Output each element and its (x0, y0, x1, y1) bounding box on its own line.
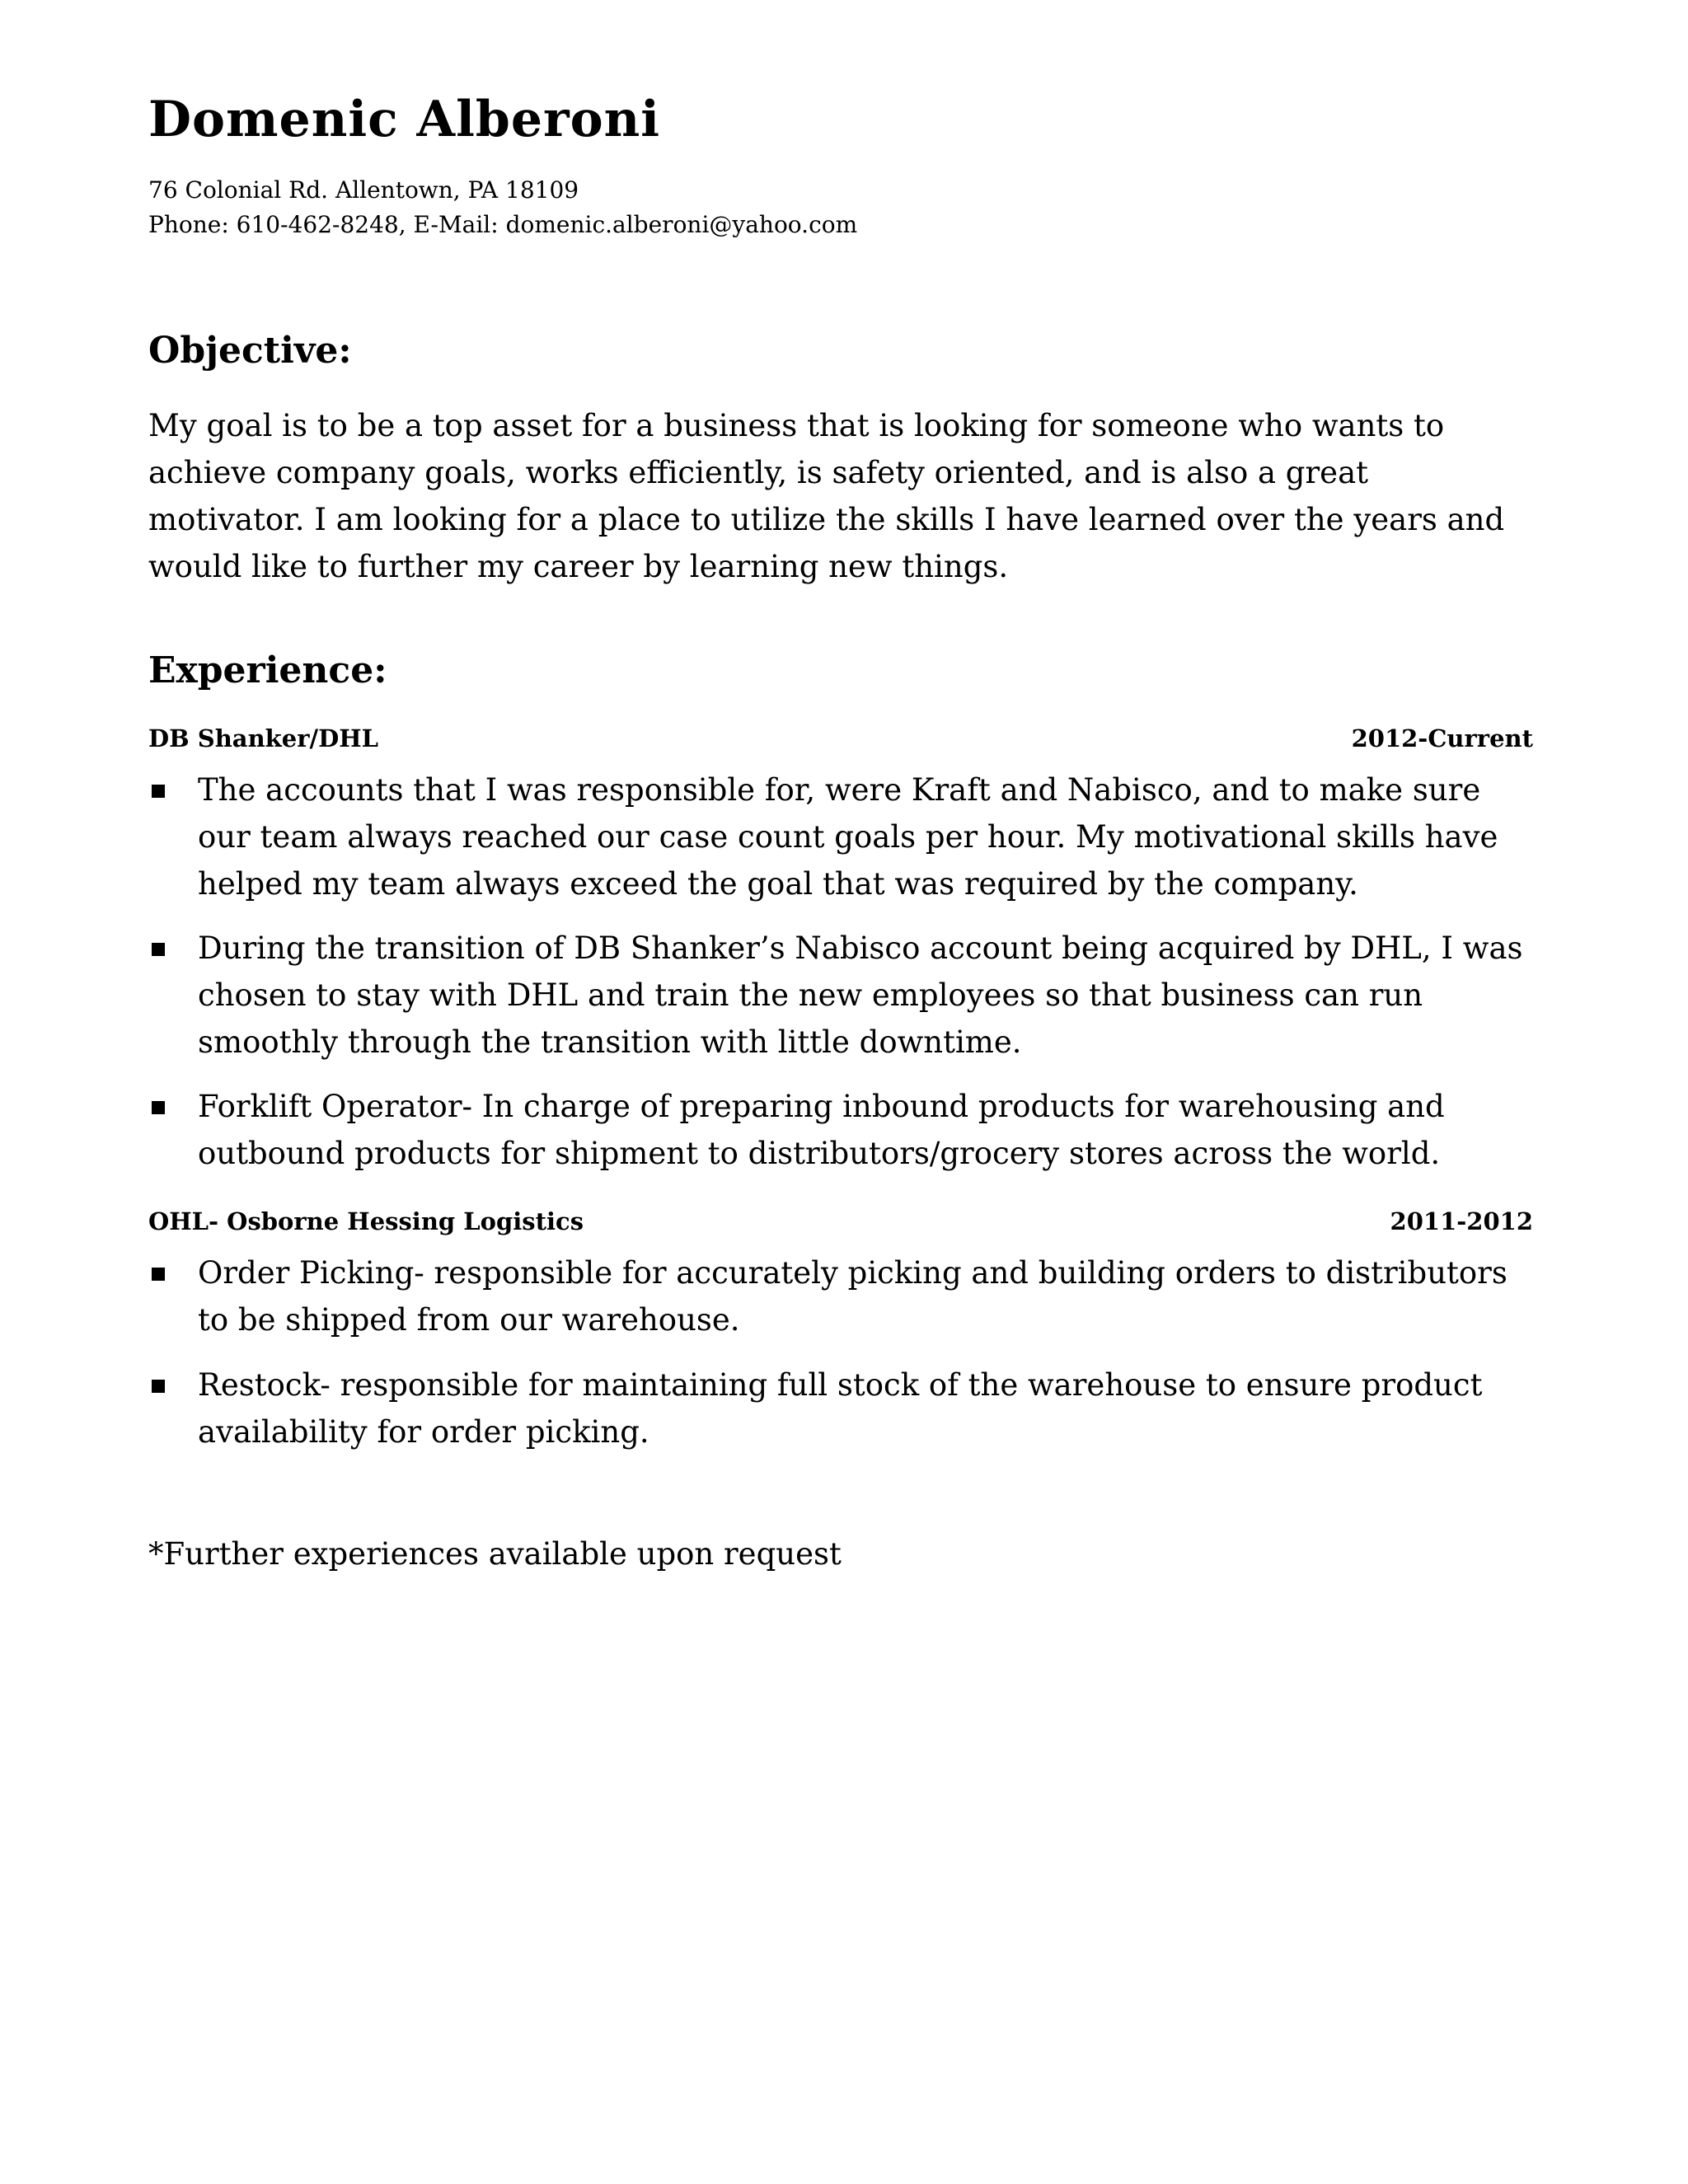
job-bullet (148, 1249, 1541, 1343)
square-bullet-icon (152, 1101, 165, 1114)
square-bullet-icon (152, 1380, 165, 1393)
address: 76 Colonial Rd. Allentown, PA 18109 (148, 176, 579, 204)
square-bullet-icon (152, 1268, 165, 1281)
job-dates: 2012-Current (1351, 724, 1533, 752)
experience-heading: Experience: (148, 649, 387, 691)
contact-info: Phone: 610-462-8248, E-Mail: domenic.alberoni@yahoo.com (148, 211, 858, 238)
candidate-name: Domenic Alberoni (148, 91, 661, 148)
job-dates: 2011-2012 (1390, 1207, 1533, 1235)
job-bullet (148, 1361, 1541, 1455)
footer-note: *Further experiences available upon request (148, 1536, 842, 1572)
square-bullet-icon (152, 943, 165, 956)
job-header (148, 722, 1533, 755)
job-bullet (148, 766, 1541, 907)
objective-text: My goal is to be a top asset for a business that is looking for someone who wants to achieve company goals, works efficiently, is safety oriented, and is also a great motivator. I am looking for a place to utilize the skills I have learned over the years and would like to further my career by learning new things. (148, 408, 1505, 584)
job-bullet (148, 925, 1541, 1066)
square-bullet-icon (152, 785, 165, 798)
objective-heading: Objective: (148, 330, 352, 372)
bullet-text: Forklift Operator- In charge of preparing inbound products for warehousing and outbound products for shipment to distributors/grocery stores across the world. (198, 1089, 1445, 1171)
bullet-text: During the transition of DB Shanker’s Nabisco account being acquired by DHL, I was chosen to stay with DHL and train the new employees so that business can run smoothly through the transition with little downtime. (198, 930, 1523, 1060)
job-company: DB Shanker/DHL (148, 724, 379, 752)
bullet-text: Order Picking- responsible for accurately picking and building orders to distributors to be shipped from our warehouse. (198, 1255, 1507, 1338)
bullet-text: Restock- responsible for maintaining full stock of the warehouse to ensure product availability for order picking. (198, 1367, 1483, 1450)
job-header (148, 1205, 1533, 1238)
job-bullet (148, 1083, 1541, 1177)
job-company: OHL- Osborne Hessing Logistics (148, 1207, 584, 1235)
bullet-text: The accounts that I was responsible for, were Kraft and Nabisco, and to make sure our team always reached our case count goals per hour. My motivational skills have helped my team always exceed the goal that was required by the company. (198, 772, 1498, 902)
